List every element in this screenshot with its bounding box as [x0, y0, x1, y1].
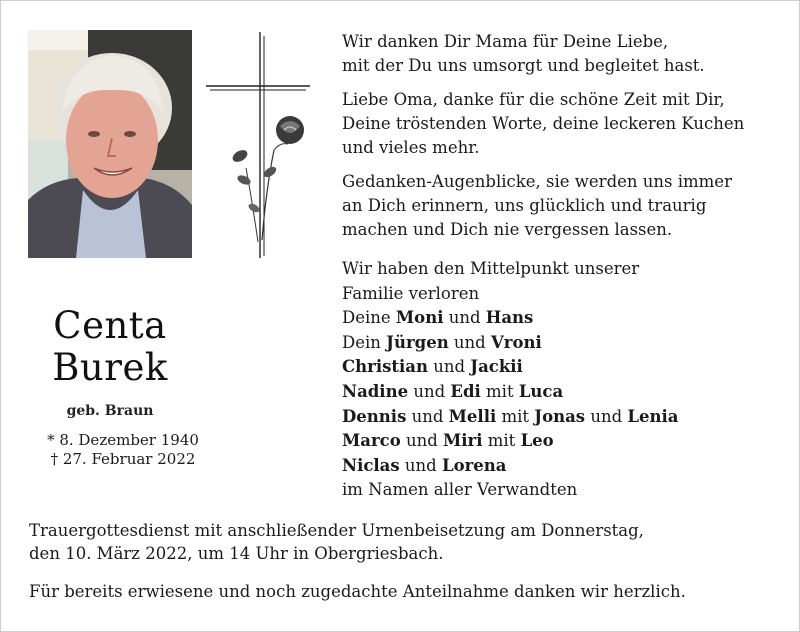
family-member-name: Hans: [485, 308, 534, 328]
connector-text: mit: [480, 381, 519, 401]
connector-text: mit: [482, 431, 521, 451]
family-member-name: Moni: [395, 308, 444, 328]
family-member-name: Dennis: [342, 406, 407, 426]
connector-text: und: [448, 332, 491, 352]
family-member-name: Jackii: [470, 357, 523, 377]
service-line: den 10. März 2022, um 14 Uhr in Obergriesbach.: [29, 544, 444, 563]
family-member-name: Melli: [448, 406, 497, 426]
family-member-line: [342, 380, 782, 405]
family-members: [342, 306, 782, 478]
connector-text: und: [400, 431, 444, 451]
service-announcement: [29, 519, 779, 565]
family-member-name: Miri: [443, 431, 483, 451]
last-name: Burek: [52, 346, 168, 389]
poem-line: an Dich erinnern, uns glücklich und traurig: [342, 196, 707, 215]
family-closing: im Namen aller Verwandten: [342, 480, 578, 500]
poem-line: Deine tröstenden Worte, deine leckeren Kuchen: [342, 114, 745, 133]
family-member-name: Lenia: [627, 406, 679, 426]
portrait-photo: [28, 30, 192, 258]
connector-text: Deine: [342, 308, 396, 328]
maiden-name: geb. Braun: [66, 403, 154, 419]
connector-text: und: [399, 455, 442, 475]
family-member-name: Edi: [450, 381, 481, 401]
family-member-name: Luca: [518, 381, 564, 401]
poem-line: mit der Du uns umsorgt und begleitet hast.: [342, 56, 705, 75]
family-member-name: Niclas: [342, 455, 400, 475]
cross-with-rose-icon: [204, 30, 314, 260]
portrait-illustration: [28, 30, 192, 258]
birth-date: * 8. Dezember 1940: [47, 431, 199, 449]
death-date: † 27. Februar 2022: [50, 450, 196, 468]
poem-line: Wir danken Dir Mama für Deine Liebe,: [342, 32, 669, 51]
poem-line: Gedanken-Augenblicke, sie werden uns immer: [342, 172, 732, 191]
family-member-line: [342, 331, 782, 356]
connector-text: und: [443, 308, 486, 328]
family-intro-line: Wir haben den Mittelpunkt unserer: [342, 259, 640, 278]
family-intro-line: Familie verloren: [342, 283, 480, 303]
family-member-line: [342, 306, 782, 331]
family-member-name: Jonas: [534, 406, 586, 426]
poem: [342, 30, 782, 252]
family-member-name: Nadine: [342, 381, 409, 401]
first-name: Centa: [53, 304, 167, 347]
family-member-line: [342, 355, 782, 380]
poem-line: Liebe Oma, danke für die schöne Zeit mit Dir,: [342, 90, 725, 109]
connector-text: und: [585, 406, 628, 426]
connector-text: und: [406, 406, 449, 426]
family-member-name: Lorena: [441, 455, 507, 475]
connector-text: mit: [496, 406, 535, 426]
thanks-note: Für bereits erwiesene und noch zugedachte Anteilnahme danken wir herzlich.: [29, 582, 686, 601]
family-member-line: [342, 429, 782, 454]
family-member-line: [342, 454, 782, 479]
poem-line: machen und Dich nie vergessen lassen.: [342, 220, 673, 239]
poem-line: und vieles mehr.: [342, 138, 480, 157]
family-member-line: [342, 405, 782, 430]
connector-text: Dein: [342, 332, 387, 352]
service-line: Trauergottesdienst mit anschließender Urnenbeisetzung am Donnerstag,: [29, 521, 644, 540]
family-member-name: Christian: [342, 357, 428, 377]
poem-stanza: [342, 88, 782, 160]
connector-text: und: [427, 357, 471, 377]
name-block: [28, 305, 192, 419]
connector-text: und: [408, 381, 451, 401]
family-member-name: Leo: [520, 431, 554, 451]
poem-stanza: [342, 30, 782, 78]
poem-stanza: [342, 170, 782, 242]
life-dates: [28, 431, 218, 469]
family-member-name: Jürgen: [386, 332, 449, 352]
family-list: [342, 257, 782, 503]
family-member-name: Marco: [342, 431, 401, 451]
family-member-name: Vroni: [491, 332, 542, 352]
